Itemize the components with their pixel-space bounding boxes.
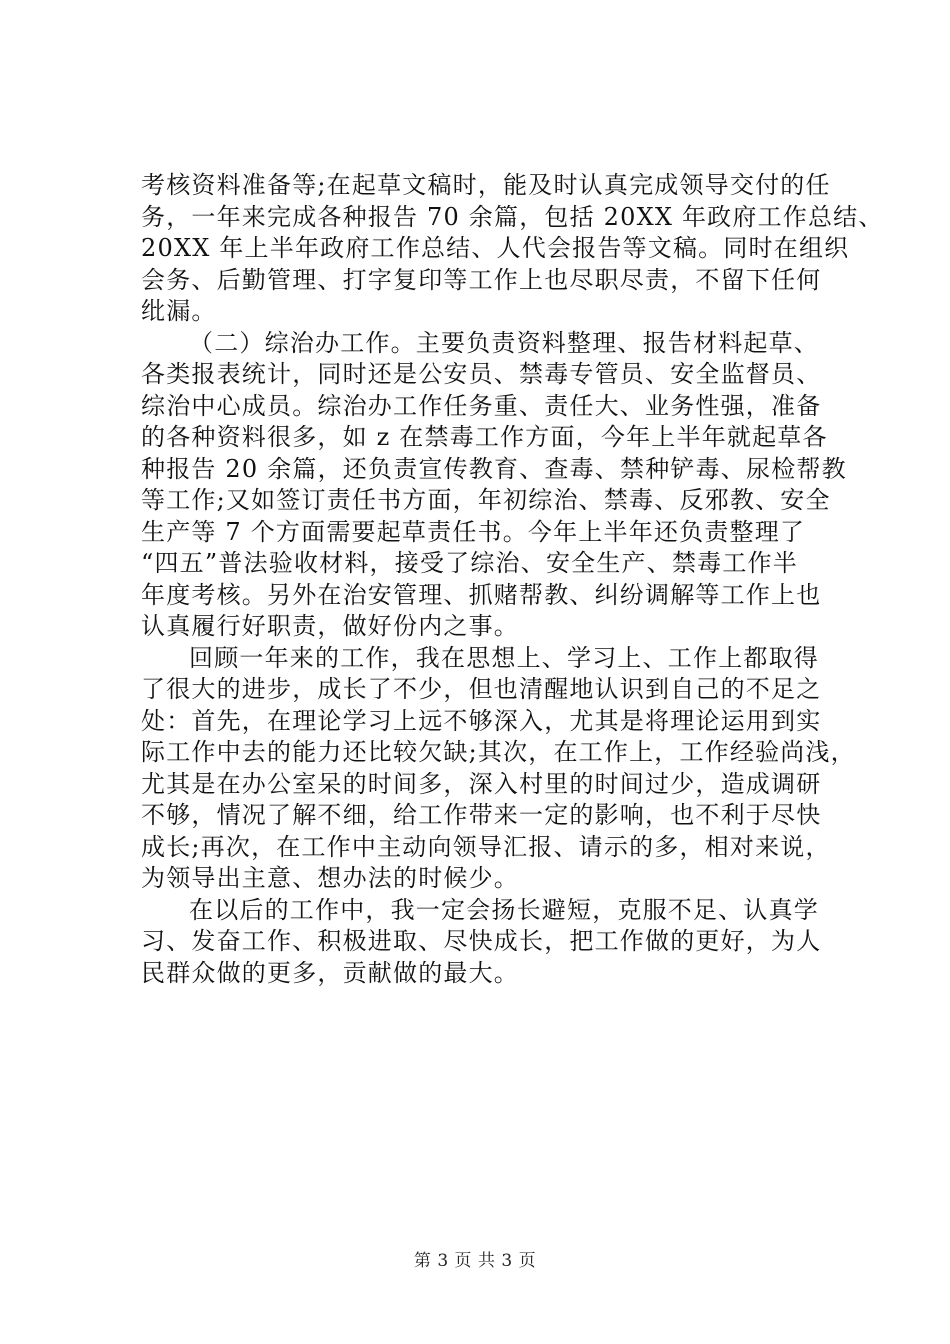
- text-line: 为领导出主意、想办法的时候少。: [141, 864, 519, 892]
- text-line: 际工作中去的能力还比较欠缺;其次，在工作上，工作经验尚浅，: [141, 738, 856, 766]
- text-line: “四五”普法验收材料，接受了综治、安全生产、禁毒工作半: [141, 549, 798, 577]
- text-line: 尤其是在办公室呆的时间多，深入村里的时间过少，造成调研: [141, 769, 822, 798]
- text-line: 综治中心成员。综治办工作任务重、责任大、业务性强，准备: [141, 391, 822, 420]
- document-body: [141, 170, 884, 989]
- page-number: 第 3 页 共 3 页: [413, 1251, 537, 1271]
- paragraph-2: [141, 328, 847, 643]
- paragraph-3: [141, 643, 856, 895]
- text-line-first: 在以后的工作中，我一定会扬长避短，克服不足、认真学: [189, 895, 819, 924]
- text-line: 处：首先，在理论学习上远不够深入，尤其是将理论运用到实: [141, 706, 822, 735]
- text-line: 等工作;又如签订责任书方面，年初综治、禁毒、反邪教、安全: [141, 486, 831, 514]
- paragraph-4: [141, 895, 822, 990]
- text-line: 了很大的进步，成长了不少，但也清醒地认识到自己的不足之: [141, 675, 822, 703]
- text-line: 民群众做的更多，贡献做的最大。: [141, 958, 519, 987]
- page-footer: [0, 1246, 950, 1271]
- text-line: 习、发奋工作、积极进取、尽快成长，把工作做的更好，为人: [141, 927, 822, 955]
- text-line: 年度考核。另外在治安管理、抓赌帮教、纠纷调解等工作上也: [141, 580, 822, 609]
- text-line: 各类报表统计，同时还是公安员、禁毒专管员、安全监督员、: [141, 360, 822, 388]
- text-line: 生产等 7 个方面需要起草责任书。今年上半年还负责整理了: [141, 517, 806, 546]
- paragraph-1: [141, 170, 884, 328]
- text-line: 认真履行好职责，做好份内之事。: [141, 612, 519, 640]
- text-line: 务，一年来完成各种报告 70 余篇，包括 20XX 年政府工作总结、: [141, 202, 884, 231]
- text-line-first: 回顾一年来的工作，我在思想上、学习上、工作上都取得: [189, 643, 819, 672]
- text-line: 纰漏。: [141, 297, 217, 325]
- text-line: 考核资料准备等;在起草文稿时，能及时认真完成领导交付的任: [141, 171, 831, 199]
- text-line: 种报告 20 余篇，还负责宣传教育、查毒、禁种铲毒、尿检帮教: [141, 454, 847, 483]
- text-line: 不够，情况了解不细，给工作带来一定的影响，也不利于尽快: [141, 801, 822, 829]
- text-line: 会务、后勤管理、打字复印等工作上也尽职尽责，不留下任何: [141, 265, 822, 294]
- text-line: 20XX 年上半年政府工作总结、人代会报告等文稿。同时在组织: [141, 234, 850, 262]
- text-line: 成长;再次，在工作中主动向领导汇报、请示的多，相对来说，: [141, 832, 831, 861]
- text-line-first: （二）综治办工作。主要负责资料整理、报告材料起草、: [189, 328, 819, 357]
- text-line: 的各种资料很多，如 z 在禁毒工作方面，今年上半年就起草各: [141, 423, 828, 451]
